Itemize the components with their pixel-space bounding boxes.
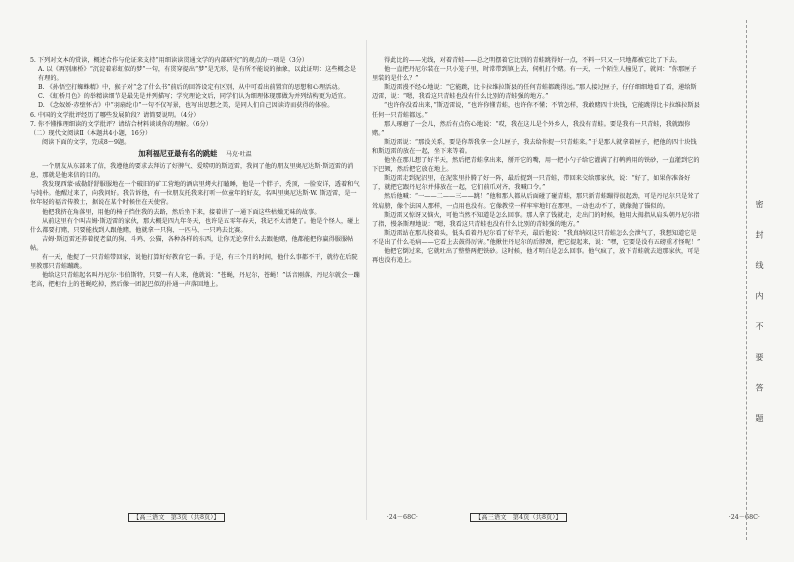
paragraph: 斯迈雷站在那儿挠着头，低头看着丹尼尔看了好半天，最后他说：“我真纳闷这只青蛙怎么会泄气了，我想知道它是不是出了什么毛病——它看上去鼓得厉害。”他揪住丹尼尔的后脖颈，把它提起来，说：“嘿，它要是没有五磅重才怪呢！” [372,229,701,246]
page-number-label: 【高三语文 第4页（共8页）】 [470,513,567,522]
section-heading: （二）现代文阅读Ⅱ（本题共4小题，16分） [30,129,152,137]
option-b: B. 《孙悟空打蜘蛛精》中，猴子对“念了什么书”前后的回答设定有区别，从中可看出前置宫的思想和心理活动。 [38,84,344,92]
question-5: 5. 下列对文本的赏读，概述合作与伦证来支持“用细读读贯通文学的内部研究”的观点的一项是（3分） [30,57,309,64]
paragraph: 我发现西蒙·威勒舒舒服服地在一个破旧的矿工营地的酒店里烤火打瞌睡，他是一个胖子，秃顶，一脸安详，透着和气与纯朴。他醒过来了，向我问好。我告诉他，有一位朋友托我来打听一位童年的好友，名叫里奥尼达斯·W. 斯迈雷，是一位年轻的福音传教士，据说在某个时候住在天使营。 [30,181,360,207]
paragraph: 他坐在那儿想了好半天，然后把青蛙拿出来，掰开它的嘴，用一把小勺子给它灌满了打鹌鹑用的铁砂，一直灌到它的下巴颏，然后把它放在地上。 [372,157,700,174]
paragraph: “也许你没看出来，”斯迈雷说，“也许你懂青蛙，也许你不懂；不管怎样，我敢赌四十块钱，它能跳得比卡拉维拉斯县任何一只青蛙都远。” [372,102,700,119]
exam-code: ·24－68C· [728,514,760,521]
paragraph: 他一直把丹尼尔装在一只小笼子里，时常带到镇上去，伺机打个赌。有一天，一个陌生人撞见了，就问：“你那匣子里装的是什么？” [372,66,697,83]
paragraph: 他把我挤在角落里，用他的椅子挡住我的去路，然后坐下来，接着讲了一通下面这些枯燥无味的故事。 [42,208,321,216]
paragraph: 从前这里有个叫吉姆·斯迈雷的家伙，那大概是四九年冬天，也许是五零年春天，我记不太清楚了。他是个怪人，碰上什么都要打赌，只要能找到人跟他赌，他就拿一只狗、一匹马、一只鸡去比赛。 [30,217,360,234]
paragraph: 一个朋友从东部来了信，我遵他的要求去拜访了好脾气、爱唠叨的斯迈雷，我问了他的朋友里奥尼达斯·斯迈雷的消息，那就是他来信的目的。 [30,163,354,180]
article-title-text: 加利福尼亚最有名的跳蛙 [138,148,218,158]
paragraph: 得此比的——光线，对着青蛙——总之明摆着它比别的青蛙跳得好一点，不料一只又一只地都被它比了下去。 [384,57,681,64]
question-6: 6. 中国的文学批评经历了哪些发展阶段？请简要说明。（4分） [30,111,200,119]
binding-margin [738,0,794,562]
left-page [30,56,360,496]
page-number-label: 【高三语文 第3页（共8页）】 [128,513,225,522]
paragraph: 斯迈雷漫不经心地说：“它能跳，比卡拉维拉斯县的任何青蛙都跳得远。”那人接过匣子，仔仔细细地看了看，递给斯迈雷，说：“嗯，我看这只青蛙也没有什么比别的青蛙强的地方。” [372,84,697,101]
right-page [372,56,702,496]
paragraph: 他把它倒过来，它就吐出了整整两把铁砂。这时候，他才明白是怎么回事。他气疯了，放下青蛙就去追那家伙，可是再也没有追上。 [372,247,700,265]
paragraph: 吉姆·斯迈雷还养着捉老鼠的狗、斗鸡、公猫，各种各样的东西，让你无论拿什么去跟他赌，他都能把你赢得服服帖帖。 [30,235,354,252]
question-7: 7. 你不懂推理细读的文学批评？请结合材料谈谈你的理解。（6分） [30,120,212,128]
paragraph: 斯迈雷说：“那没关系，要是你帮我拿一会儿匣子，我去给你捉一只青蛙来。”于是那人就拿着匣子，把他的四十块钱和斯迈雷的放在一起，坐下来等着。 [372,138,697,155]
left-footer [128,512,418,521]
page-gutter [366,40,367,520]
right-footer [470,512,760,521]
paragraph: 有一天，他捉了一只青蛙带回家，说他打算好好教育它一番。于是，有三个月的时间，他什么事都不干，就待在后院里教那只青蛙蹦跳。 [30,253,358,271]
article-author: 马克·吐温 [225,150,252,158]
option-c: C. 《虹桥月色》的举精读细节是最先是并列描写；学究理论文后，同学们认为细理体现那做为并列结构更为适宜。 [38,93,350,101]
paragraph: 然后他喊：“一——二——三——跳！”他和那人都从后面碰了碰青蛙，那只新青蛙蹦得很起劲，可是丹尼尔只是耸了耸肩膀，像个法国人那样，一点用也没有。它像教堂一样牢牢地钉在那里，一动也动不了，就像抛了锚似的。 [372,193,700,210]
instruction: 阅读下面的文字，完成8～9题。 [42,138,131,146]
paragraph: 那人琢磨了一会儿，然后有点伤心地说：“哎，我在这儿是个外乡人，我没有青蛙。要是我有一只青蛙，我就跟你赌。” [372,120,691,137]
paragraph: 他给这只青蛙起名叫丹尼尔·韦伯斯特，只要一有人来，他就说：“苍蝇，丹尼尔，苍蝇！”话音刚落，丹尼尔就会一蹦老高，把柜台上的苍蝇吃掉，然后像一团泥巴似的扑通一声落回地上。 [30,272,360,289]
option-d: D. 《念奴娇·赤壁怀古》中“羽扇纶巾”一句不仅写景，也写出思想之美，是同人们自己因读诗而获得的体验。 [38,102,334,110]
paragraph: 斯迈雷又惊讶又恼火，可他当然不知道是怎么回事。那人拿了钱就走，走出门的时候，他用大拇指从肩头朝丹尼尔指了指，慢条斯理地说：“嗯，我看这只青蛙也没有什么比别的青蛙强的地方。” [372,211,700,228]
paragraph: 斯迈雷走到泥沼里，在泥浆里扑腾了好一阵，最后捉到一只青蛙，带回来交给那家伙，说：“好了，如果你准备好了，就把它跟丹尼尔并排放在一起，它们前爪对齐，我喊口令。” [372,175,691,192]
seal-line-notice: 密 封 线 内 不 要 答 题 [755,200,764,432]
option-a: A. 以《再别康桥》“沉淀着彩虹似的梦”一句，有贯穿提出“梦”是无形，是有所不能说的抽象，以此证明：这些概念是有理的。 [38,66,357,83]
exam-code: ·24－68C· [386,514,418,521]
article-title [30,149,360,159]
